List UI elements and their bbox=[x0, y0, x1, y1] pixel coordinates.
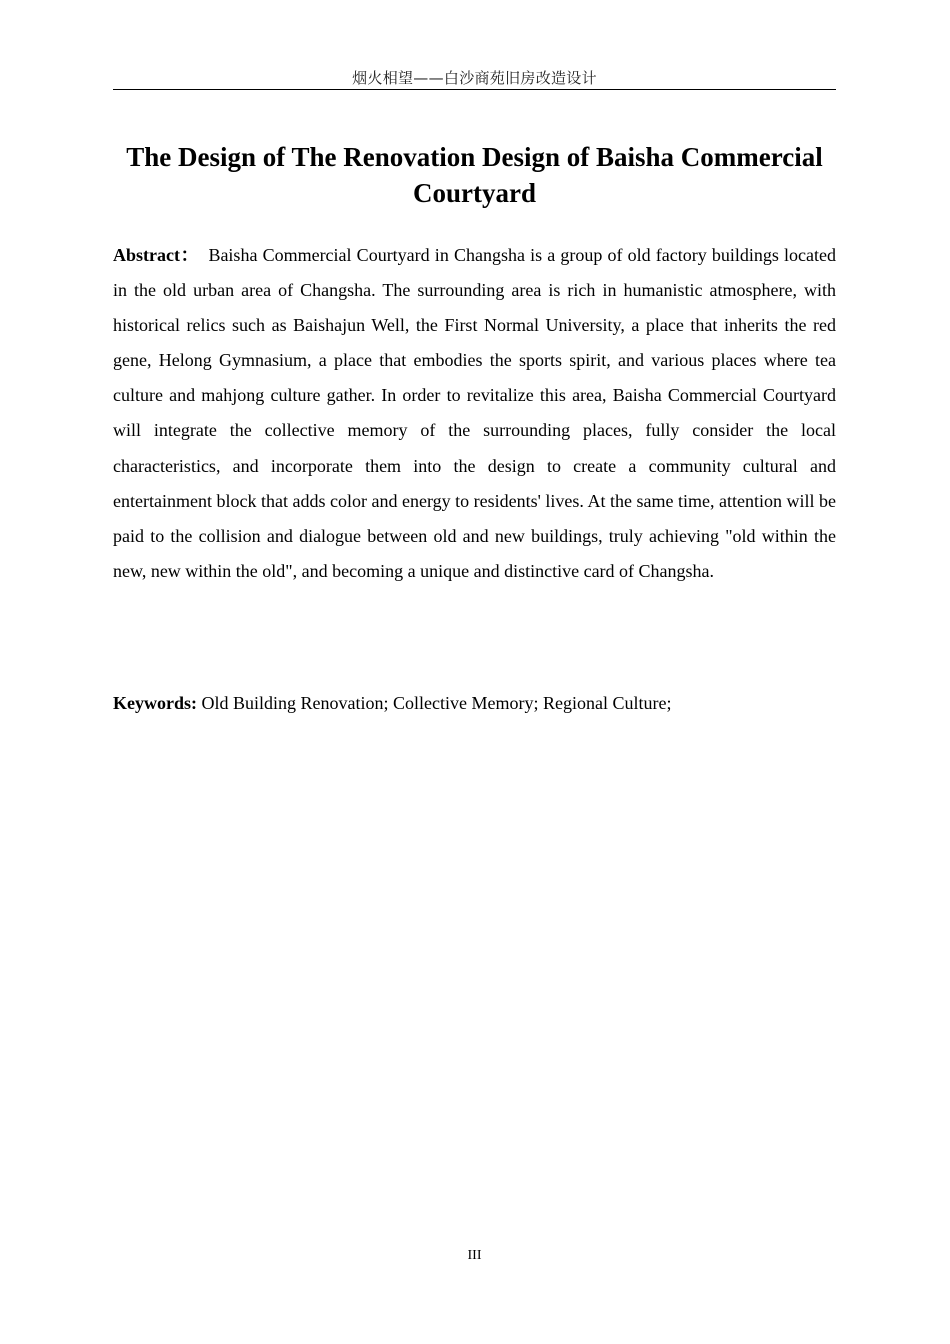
page-number: III bbox=[467, 1248, 482, 1263]
abstract-paragraph bbox=[113, 238, 836, 589]
keywords-text: Old Building Renovation; Collective Memory; Regional Culture; bbox=[201, 693, 672, 713]
header-rule bbox=[113, 89, 836, 90]
abstract-label: Abstract bbox=[113, 245, 180, 265]
keywords-label: Keywords: bbox=[113, 693, 197, 713]
keywords-line bbox=[113, 686, 836, 721]
running-header: 烟火相望——白沙商苑旧房改造设计 bbox=[352, 69, 597, 87]
abstract-text: Baisha Commercial Courtyard in Changsha is a group of old factory buildings located in the old urban area of Changsha. The surrounding area is rich in humanistic atmosphere, with historical relics such as Baishajun Well, the First Normal University, a place that inherits the red gene, Helong Gymnasium, a place that embodies the sports spirit, and various places where tea culture and mahjong culture gather. In order to revitalize this area, Baisha Commercial Courtyard will integrate the collective memory of the surrounding places, fully consider the local characteristics, and incorporate them into the design to create a community cultural and entertainment block that adds color and energy to residents' lives. At the same time, attention will be paid to the collision and dialogue between old and new buildings, truly achieving "old within the new, new within the old", and becoming a unique and distinctive card of Changsha. bbox=[113, 245, 837, 581]
abstract-separator: ： bbox=[179, 245, 200, 265]
document-title: The Design of The Renovation Design of Baisha Commercial Courtyard bbox=[126, 142, 823, 208]
